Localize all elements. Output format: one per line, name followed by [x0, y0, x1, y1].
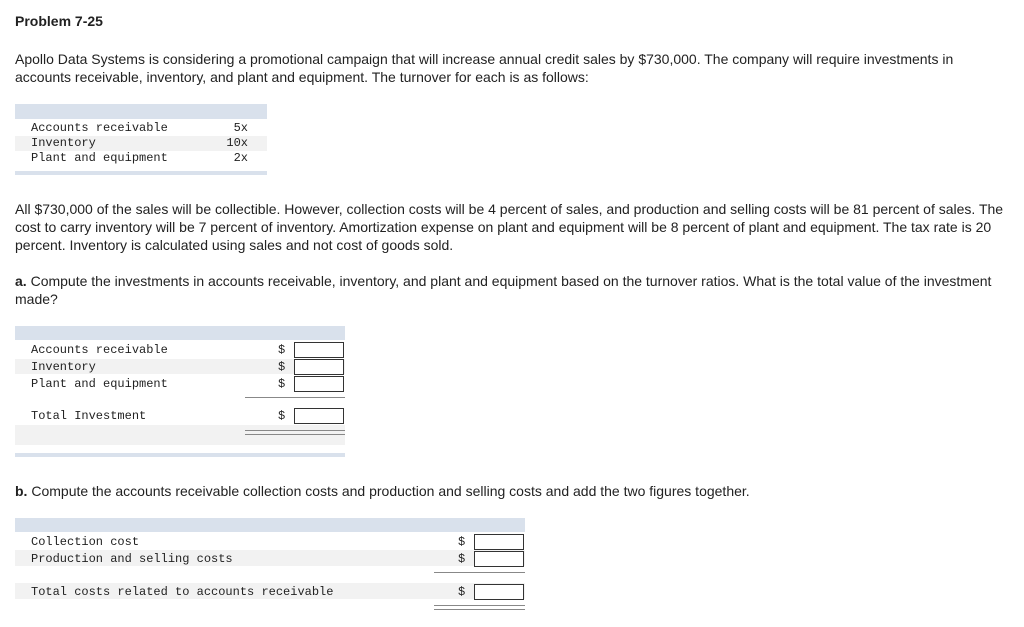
part-b-label-collection: Collection cost [31, 535, 140, 549]
part-b-total-dollar: $ [458, 585, 466, 599]
part-b-dollar-production: $ [458, 552, 466, 566]
collection-cost-input[interactable] [474, 534, 524, 550]
part-a-label-inventory: Inventory [31, 360, 96, 374]
total-double-rule-bottom [245, 434, 345, 435]
part-b-question [15, 482, 1005, 500]
inventory-input[interactable] [294, 359, 344, 375]
table-footer-band [15, 171, 267, 175]
part-b-dollar-collection: $ [458, 535, 466, 549]
total-investment-input[interactable] [294, 408, 344, 424]
part-a-dollar-pe: $ [278, 377, 286, 391]
total-double-rule-bottom [434, 609, 525, 610]
turnover-label-pe: Plant and equipment [31, 151, 168, 165]
part-a-label: a. [15, 273, 27, 289]
part-a-label-pe: Plant and equipment [31, 377, 168, 391]
part-a-total-dollar: $ [278, 409, 286, 423]
turnover-value-pe: 2x [233, 151, 248, 165]
part-b-text: Compute the accounts receivable collection costs and production and selling costs and add the two figures together. [27, 483, 750, 499]
subtotal-rule [434, 572, 525, 573]
part-b-label: b. [15, 483, 28, 499]
part-b-total-label: Total costs related to accounts receivable [31, 585, 334, 599]
part-a-dollar-ar: $ [278, 343, 286, 357]
part-a-dollar-inventory: $ [278, 360, 286, 374]
table-header-band [15, 104, 267, 119]
plant-equipment-input[interactable] [294, 376, 344, 392]
problem-title: Problem 7-25 [15, 13, 103, 29]
part-a-question [15, 272, 1005, 308]
table-row-stripe [15, 425, 345, 445]
total-double-rule-top [245, 430, 345, 431]
accounts-receivable-input[interactable] [294, 342, 344, 358]
details-paragraph: All $730,000 of the sales will be collectible. However, collection costs will be 4 percent of sales, and production and selling costs will be 81 percent of sales. The cost to carry inventory will be 7 percent of inventory. Amortization expense on plant and equipment will be 8 percent of plant and equipment. The tax rate is 20 percent. Inventory is calculated using sales and not cost of goods sold. [15, 201, 1004, 253]
total-double-rule-top [434, 605, 525, 606]
part-a-footer-band [15, 453, 345, 457]
part-b-header-band [15, 518, 525, 532]
part-a-text: Compute the investments in accounts receivable, inventory, and plant and equipment based on the turnover ratios. What is the total value of the investment made? [15, 273, 992, 307]
part-b-label-production: Production and selling costs [31, 552, 233, 566]
turnover-label-inventory: Inventory [31, 136, 96, 150]
total-costs-input[interactable] [474, 584, 524, 600]
part-a-total-label: Total Investment [31, 409, 147, 423]
turnover-value-ar: 5x [233, 121, 248, 135]
turnover-value-inventory: 10x [226, 136, 248, 150]
subtotal-rule [245, 397, 345, 398]
part-a-header-band [15, 326, 345, 340]
intro-paragraph: Apollo Data Systems is considering a promotional campaign that will increase annual credit sales by $730,000. The company will require investments in accounts receivable, inventory, and plant and equipment. The turnover for each is as follows: [15, 51, 954, 85]
production-selling-costs-input[interactable] [474, 551, 524, 567]
part-a-label-ar: Accounts receivable [31, 343, 168, 357]
turnover-label-ar: Accounts receivable [31, 121, 168, 135]
